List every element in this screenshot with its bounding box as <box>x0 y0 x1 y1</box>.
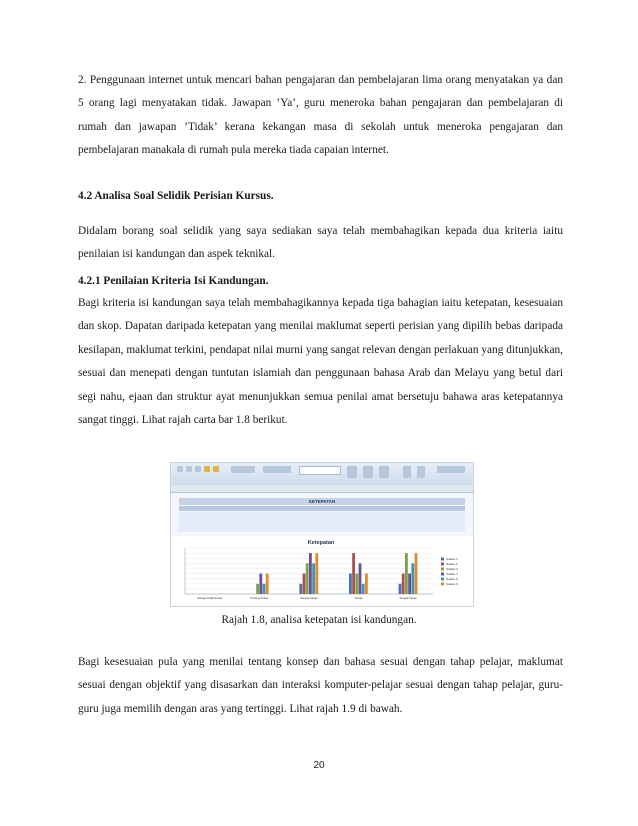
paragraph-penggunaan-internet: 2. Penggunaan internet untuk mencari bahan pengajaran dan pembelajaran lima orang menyatakan ya dan 5 orang lagi menyatakan tidak. Jawapan ’Ya’, guru meneroka bahan pengajaran dan pembelajaran di rumah dan jawapan ’Tidak’ kerana kekangan masa di sekolah untuk meneroka pengajaran dan pembelajaran manakala di rumah pula mereka tiada capaian internet. <box>78 74 563 157</box>
chart-x-tick-label: Sangat Tidak Setuju <box>197 596 223 600</box>
legend-swatch <box>441 578 444 581</box>
legend-entry: Soalan 4 <box>446 572 458 576</box>
chart-bar <box>362 584 365 594</box>
ribbon-icon <box>195 466 201 472</box>
ribbon-icon <box>417 466 425 478</box>
chart-bar <box>359 563 362 594</box>
ribbon-icon <box>403 466 411 478</box>
chart-bar <box>411 563 414 594</box>
paragraph-borang-soal-selidik: Didalam borang soal selidik yang saya sediakan saya telah membahagikan kepada dua kriteria iaitu penilaian isi kandungan dan aspek teknikal. <box>78 225 563 261</box>
legend-swatch <box>441 583 444 586</box>
chart-bar <box>259 574 262 594</box>
ribbon-dropdown <box>299 466 341 475</box>
ketepatan-bar-chart <box>171 536 473 606</box>
chart-bar <box>405 553 408 594</box>
chart-x-tick-label: Setuju <box>354 596 363 600</box>
ribbon-button <box>231 466 255 473</box>
subsection-heading-4-2-1: 4.2.1 Penilaian Kriteria Isi Kandungan. <box>78 275 269 287</box>
chart-bar <box>315 553 318 594</box>
legend-swatch <box>441 568 444 571</box>
chart-bar <box>415 553 418 594</box>
legend-entry: Soalan 3 <box>446 567 458 571</box>
chart-bar <box>355 574 358 594</box>
chart-bar <box>399 584 402 594</box>
spreadsheet-screenshot-figure <box>170 462 474 607</box>
chart-bar <box>309 553 312 594</box>
section-heading-4-2: 4.2 Analisa Soal Selidik Perisian Kursus. <box>78 190 274 202</box>
paragraph-kesesuaian: Bagi kesesuaian pula yang menilai tentang konsep dan bahasa sesuai dengan tahap pelajar, maklumat sesuai dengan objektif yang disasarkan dan interaksi komputer-pelajar sesuai dengan tahap pelajar, guru-guru juga memilih dengan aras yang tertinggi. Lihat rajah 1.9 di bawah. <box>78 656 563 715</box>
ribbon-icon <box>177 466 183 472</box>
chart-bar <box>263 584 266 594</box>
chart-x-tick-label: Kurang Setuju <box>250 596 269 600</box>
chart-bar <box>402 574 405 594</box>
chart-bar <box>256 584 259 594</box>
legend-swatch <box>441 573 444 576</box>
legend-swatch <box>441 558 444 561</box>
chart-bar <box>312 563 315 594</box>
chart-bar <box>352 553 355 594</box>
chart-bar <box>365 574 368 594</box>
ribbon-icon <box>347 466 357 478</box>
legend-entry: Soalan 6 <box>446 582 458 586</box>
chart-bar <box>306 563 309 594</box>
table-title: KETEPATAN <box>179 498 465 505</box>
ribbon-button <box>437 466 465 473</box>
chart-bar <box>266 574 269 594</box>
chart-x-tick-label: Sangat Setuju <box>399 596 417 600</box>
figure-caption: Rajah 1.8, analisa ketepatan isi kandungan. <box>221 614 417 626</box>
chart-bar <box>299 584 302 594</box>
chart-bar <box>408 574 411 594</box>
ribbon-icon <box>363 466 373 478</box>
table-row <box>179 527 465 533</box>
legend-entry: Soalan 1 <box>446 557 458 561</box>
worksheet <box>171 492 473 606</box>
chart-title: Ketepatan <box>307 540 335 546</box>
chart-bar <box>349 574 352 594</box>
chart-bar <box>303 574 306 594</box>
legend-entry: Soalan 2 <box>446 562 458 566</box>
table-header-row <box>179 506 465 511</box>
ribbon-button <box>263 466 291 473</box>
legend-entry: Soalan 5 <box>446 577 458 581</box>
ribbon-icon <box>379 466 389 478</box>
ribbon-icon <box>213 466 219 472</box>
ribbon-icon <box>204 466 210 472</box>
chart-x-tick-label: Sangat Setuju <box>300 596 318 600</box>
page-number: 20 <box>313 760 325 771</box>
paragraph-kriteria-isi-kandungan: Bagi kriteria isi kandungan saya telah membahagikannya kepada tiga bahagian iaitu ketepatan, kesesuaian dan skop. Dapatan daripada ketepatan yang menilai maklumat seperti perisian yang dipilih bebas daripada kesilapan, maklumat terkini, pendapat nilai murni yang sangat relevan dengan perlakuan yang ditunjukkan, sesuai dan menepati dengan tuntutan islamiah dan penggunaan bahasa Arab dan Melayu yang betul dari segi nahu, ejaan dan struktur ayat menunjukkan semua penilai amat bersetuju bahawa aras ketepatannya sangat tinggi. Lihat rajah carta bar 1.8 berikut. <box>78 297 563 427</box>
spreadsheet-ribbon <box>171 463 473 486</box>
legend-swatch <box>441 563 444 566</box>
ribbon-icon <box>186 466 192 472</box>
